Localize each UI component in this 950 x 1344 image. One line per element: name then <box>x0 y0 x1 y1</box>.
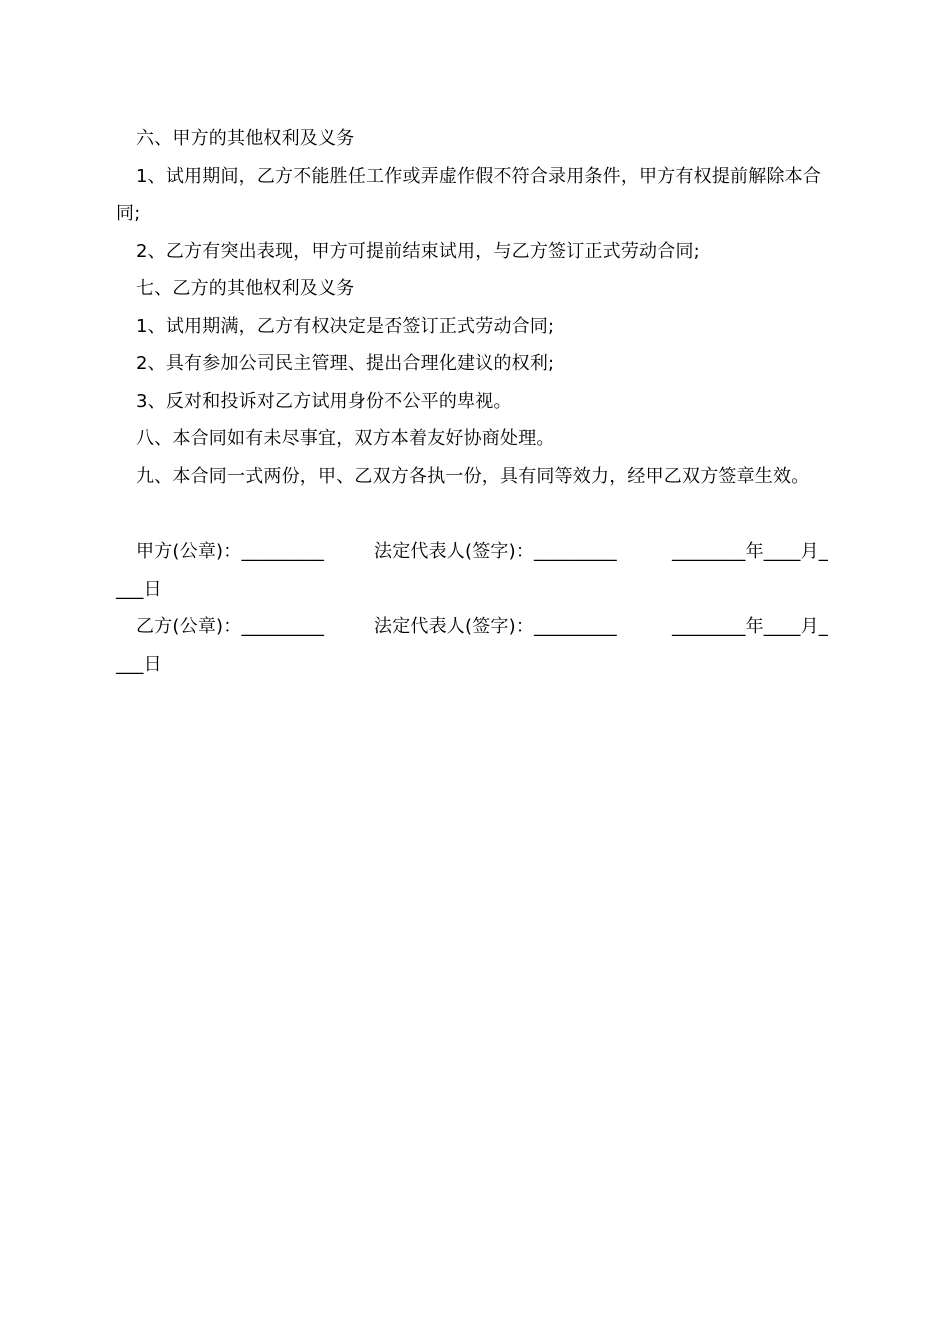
party-a-representative-field: 法定代表人(签字)：_________ <box>374 541 617 562</box>
party-a-date-continuation: ___日 <box>116 578 162 600</box>
party-b-date-continuation: ___日 <box>116 653 162 675</box>
clause-7-2: 2、具有参加公司民主管理、提出合理化建议的权利; <box>136 353 555 374</box>
clause-7-3: 3、反对和投诉对乙方试用身份不公平的卑视。 <box>136 390 512 412</box>
section-heading-6: 六、甲方的其他权利及义务 <box>136 128 355 149</box>
party-a-seal-field: 甲方(公章)：_________ <box>136 541 325 562</box>
party-b-seal-field: 乙方(公章)：_________ <box>136 616 325 637</box>
spacer <box>116 495 840 533</box>
signature-block-party-a <box>116 533 840 608</box>
section-8: 八、本合同如有未尽事宜，双方本着友好协商处理。 <box>136 428 555 449</box>
clause-6-1: 1、试用期间，乙方不能胜任工作或弄虚作假不符合录用条件，甲方有权提前解除本合同; <box>116 165 822 224</box>
clause-6-2: 2、乙方有突出表现，甲方可提前结束试用，与乙方签订正式劳动合同; <box>136 240 700 262</box>
signature-block-party-b <box>116 608 840 683</box>
signature-line <box>116 533 840 571</box>
party-b-date-field: ________年____月_ <box>672 616 828 637</box>
section-9: 九、本合同一式两份，甲、乙双方各执一份，具有同等效力，经甲乙双方签章生效。 <box>136 465 810 487</box>
party-a-date-field: ________年____月_ <box>672 541 828 562</box>
party-b-representative-field: 法定代表人(签字)：_________ <box>374 616 617 637</box>
signature-line <box>116 608 840 646</box>
clause-7-1: 1、试用期满，乙方有权决定是否签订正式劳动合同; <box>136 315 555 337</box>
document-body <box>116 120 840 683</box>
section-heading-7: 七、乙方的其他权利及义务 <box>136 278 355 299</box>
